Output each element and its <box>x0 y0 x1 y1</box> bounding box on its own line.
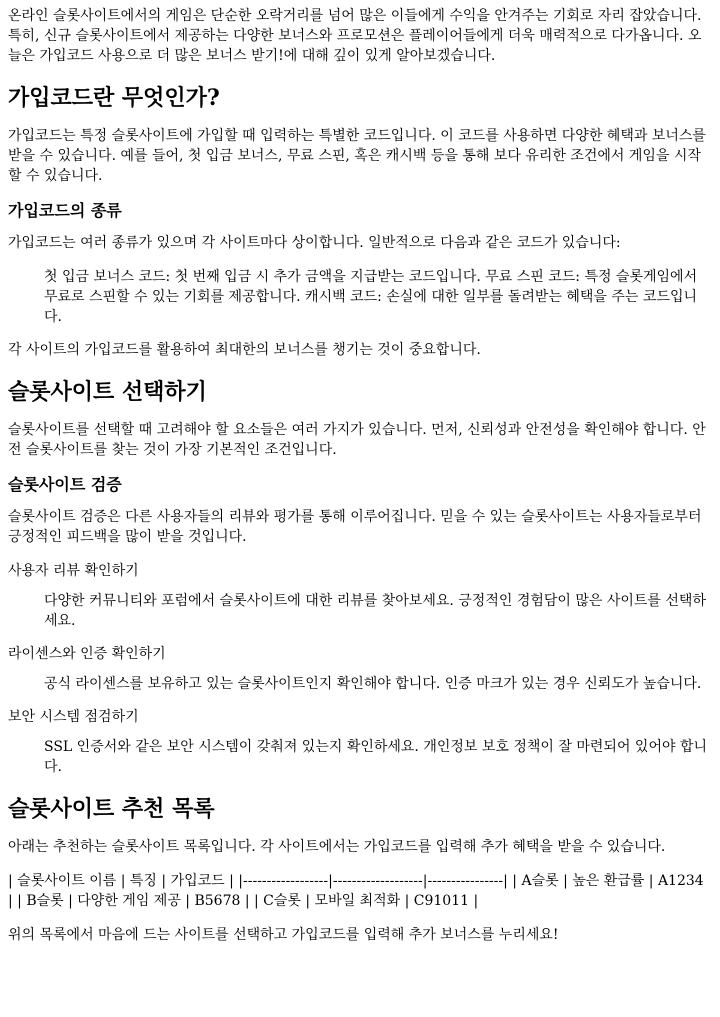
recommended-paragraph: 아래는 추천하는 슬롯사이트 목록입니다. 각 사이트에서는 가입코드를 입력해 추가 혜택을 받을 수 있습니다. <box>8 839 666 855</box>
list-item-text: 공식 라이센스를 보유하고 있는 슬롯사이트인지 확인해야 합니다. 인증 마크가 있는 경우 신뢰도가 높습니다. <box>44 676 702 692</box>
code-types-quote: 첫 입금 보너스 코드: 첫 번째 입금 시 추가 금액을 지급받는 코드입니다. 무료 스핀 코드: 특정 슬롯게임에서 무료로 스핀할 수 있는 기회를 제공합니다. 캐시백 코드: 손실에 대한 일부를 돌려받는 혜택을 주는 코드입니다. <box>44 269 698 325</box>
list-item-label: 라이센스와 인증 확인하기 <box>8 646 166 662</box>
signup-code-paragraph: 가입코드는 특정 슬롯사이트에 가입할 때 입력하는 특별한 코드입니다. 이 코드를 사용하면 다양한 혜택과 보너스를 받을 수 있습니다. 예를 들어, 첫 입금 보너스, 무료 스핀, 혹은 캐시백 등을 통해 보다 유리한 조건에서 게임을 시작할 수 있습니다. <box>8 128 706 184</box>
list-item-text: SSL 인증서와 같은 보안 시스템이 갖춰져 있는지 확인하세요. 개인정보 보호 정책이 잘 마련되어 있어야 합니다. <box>44 739 707 775</box>
subheading-code-types: 가입코드의 종류 <box>8 201 122 220</box>
list-item-label: 사용자 리뷰 확인하기 <box>8 563 139 579</box>
section-heading-choose-site: 슬롯사이트 선택하기 <box>8 379 207 405</box>
recommended-table-raw: | 슬롯사이트 이름 | 특징 | 가입코드 | |------------------|-------------------|----------------| | A슬롯 | 높은 환급률 | A1234 | | B슬롯 | 다양한 게임 제공 | B5678 | | C슬롯 | 모바일 최적화 | C91011 | <box>8 873 704 909</box>
verification-paragraph: 슬롯사이트 검증은 다른 사용자들의 리뷰와 평가를 통해 이루어집니다. 믿을 수 있는 슬롯사이트는 사용자들로부터 긍정적인 피드백을 많이 받을 것입니다. <box>8 509 702 545</box>
code-types-closing: 각 사이트의 가입코드를 활용하여 최대한의 보너스를 챙기는 것이 중요합니다. <box>8 342 481 358</box>
section-heading-signup-code: 가입코드란 무엇인가? <box>8 85 220 111</box>
intro-paragraph: 온라인 슬롯사이트에서의 게임은 단순한 오락거리를 넘어 많은 이들에게 수익을 안겨주는 기회로 자리 잡았습니다. 특히, 신규 슬롯사이트에서 제공하는 다양한 보너스와 프로모션은 플레이어들에게 더욱 매력적으로 다가옵니다. 오늘은 가입코드 사용으로 더 많은 보너스 받기!에 대해 깊이 있게 알아보겠습니다. <box>8 8 702 64</box>
recommended-closing: 위의 목록에서 마음에 드는 사이트를 선택하고 가입코드를 입력해 추가 보너스를 누리세요! <box>8 927 559 943</box>
list-item-text: 다양한 커뮤니티와 포럼에서 슬롯사이트에 대한 리뷰를 찾아보세요. 긍정적인 경험담이 많은 사이트를 선택하세요. <box>44 593 706 629</box>
list-item-label: 보안 시스템 점검하기 <box>8 709 139 725</box>
code-types-paragraph: 가입코드는 여러 종류가 있으며 각 사이트마다 상이합니다. 일반적으로 다음과 같은 코드가 있습니다: <box>8 235 621 251</box>
choose-site-paragraph: 슬롯사이트를 선택할 때 고려해야 할 요소들은 여러 가지가 있습니다. 먼저, 신뢰성과 안전성을 확인해야 합니다. 안전 슬롯사이트를 찾는 것이 가장 기본적인 조건입니다. <box>8 422 706 458</box>
subheading-site-verification: 슬롯사이트 검증 <box>8 475 122 494</box>
section-heading-recommended-list: 슬롯사이트 추천 목록 <box>8 796 215 822</box>
